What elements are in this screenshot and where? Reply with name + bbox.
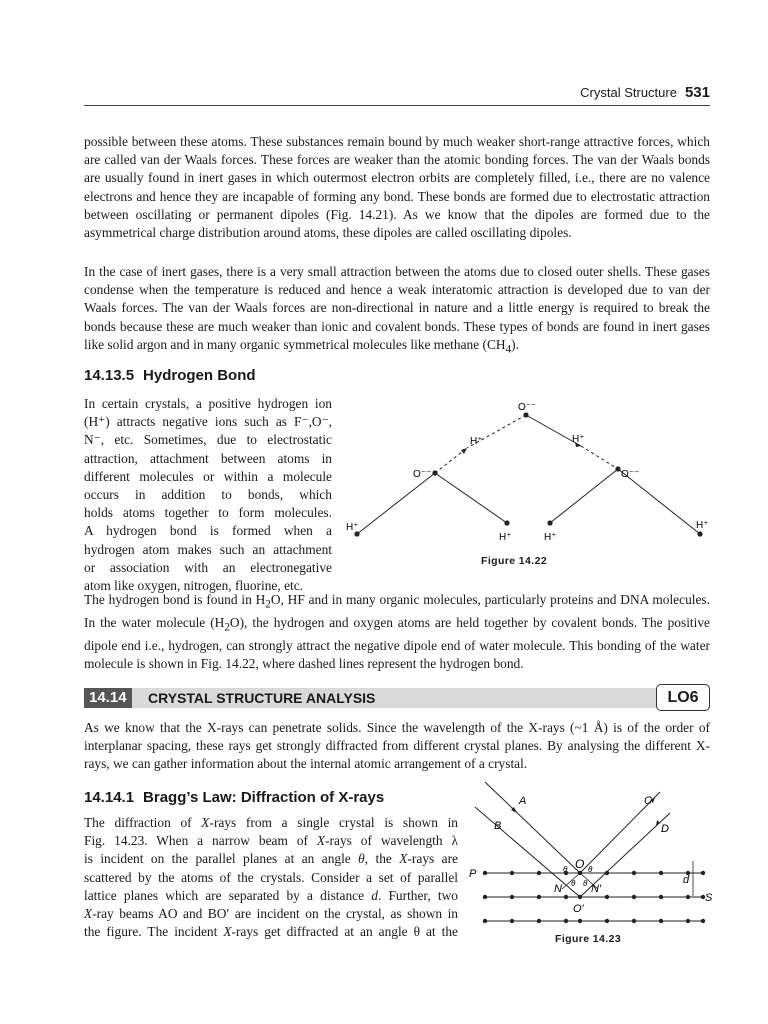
atom-h-2 — [504, 520, 509, 525]
atom-h-4 — [697, 531, 702, 536]
running-head — [580, 84, 710, 101]
label-o-left: O⁻⁻ — [413, 469, 432, 480]
label-h-1: H⁺ — [346, 522, 359, 533]
paragraph-xray-intro: As we know that the X-rays can penetrate solids. Since the wavelength of the X-rays (~1 Å) is of the order of interplanar spacing, these rays get strongly diffracted from different crystal planes. By analysing the different X-rays, we can gather information about the internal atomic arrangement of a crystal. — [84, 720, 710, 772]
label-O-prime: O′ — [573, 903, 584, 915]
figure-14-23-caption: Figure 14.23 — [555, 933, 622, 945]
label-h-dashed-right: H⁺ — [572, 434, 585, 445]
covalent-left-in — [435, 473, 507, 523]
label-S: S — [705, 892, 713, 904]
label-O: O — [575, 857, 585, 871]
atom-o-left — [432, 470, 437, 475]
label-h-dashed-left: H⁺ — [470, 436, 483, 447]
label-A: A — [519, 795, 527, 807]
learning-objective-badge: LO6 — [656, 684, 710, 711]
section-title: CRYSTAL STRUCTURE ANALYSIS — [148, 690, 376, 706]
label-C: C — [644, 795, 652, 807]
covalent-left-out — [357, 473, 435, 534]
label-theta-left: θ — [563, 865, 568, 874]
heading-hydrogen-bond: 14.13.5 Hydrogen Bond — [84, 367, 256, 384]
hydrogen-bond-text: In certain crystals, a positive hydrogen ion (H⁺) attracts negative ions such as F⁻,O⁻, N⁻, etc. Sometimes, due to electrostatic attraction, attachment between atoms in different molecules or within a molecule occurs in addition to bonds, which holds atoms together to form molecules. A hydrogen bond is formed when a hydrogen atom makes such an attachment or association with an electronegative atom like oxygen, nitrogen, fluorine, etc. — [84, 396, 332, 594]
page-number: 531 — [684, 84, 710, 101]
label-o-right: O⁻⁻ — [621, 469, 640, 480]
label-theta-inner-left: θ — [571, 879, 576, 888]
figure-14-22-diagram — [340, 395, 720, 555]
atom-o-right — [615, 466, 620, 471]
figure-14-23-diagram — [465, 780, 725, 932]
hydrogen-bond-dashed-right — [581, 446, 618, 469]
hydrogen-bond-dashed-left-2 — [435, 448, 467, 473]
section-bar-crystal-structure-analysis — [84, 688, 710, 708]
label-theta-right: θ — [588, 865, 593, 874]
atom-o-top — [523, 412, 528, 417]
paragraph-inert-gases: In the case of inert gases, there is a very small attraction between the atoms due to closed outer shells. These gases condense when the temperature is reduced and hence a weak interatomic attraction is developed due to van der Waals forces. The van der Waals forces are non-directional in nature and a little energy is required to break the bonds because these are much weaker than ionic and covalent bonds. These types of bonds are found in inert gases like solid argon and in many organic symmetrical molecules like methane $(CH_4)$. — [84, 264, 710, 356]
label-N: N — [554, 883, 562, 895]
running-title: Crystal Structure — [580, 85, 677, 100]
label-h-3: H⁺ — [544, 532, 557, 543]
paragraph-van-der-waals: possible between these atoms. These substances remain bound by much weaker short-range attractive forces, which are called van der Waals forces. These forces are weaker than the atomic bonding forces. The van der Waals bonds are usually found in inert gases in which outermost electron orbits are completely filled, i.e., there are no valence electrons and hence they are incapable of forming any bond. These bonds are formed due to electrostatic attraction between oscillating or permanent dipoles (Fig. 14.21). As we know that the dipoles are formed due to the asymmetrical charge distribution around atoms, these dipoles are called oscillating dipoles. — [84, 134, 710, 241]
label-o-top: O⁻⁻ — [518, 402, 537, 413]
covalent-right-in — [550, 469, 618, 523]
incident-ray-bo-prime — [475, 807, 580, 897]
label-h-4: H⁺ — [696, 520, 709, 531]
label-theta-inner-right: θ — [583, 879, 588, 888]
paragraph-hydrogen-bond-water: The hydrogen bond is found in $H_2O$, HF and in many organic molecules, particularly proteins and DNA molecules. In the water molecule $(H_2O)$, the hydrogen and oxygen atoms are held together by covalent bonds. The positive dipole end i.e., hydrogen, can strongly attract the negative dipole end of water molecule. This bonding of the water molecule is shown in Fig. 14.22, where dashed lines represent the hydrogen bond. — [84, 592, 710, 671]
label-d: d — [683, 874, 690, 886]
arrow-left — [461, 448, 467, 454]
label-h-2: H⁺ — [499, 532, 512, 543]
figure-14-22-caption: Figure 14.22 — [481, 555, 548, 567]
header-rule — [84, 105, 710, 106]
label-B: B — [494, 820, 502, 832]
atom-h-3 — [547, 520, 552, 525]
label-D: D — [661, 823, 669, 835]
section-number: 14.14 — [84, 688, 132, 708]
label-P: P — [469, 868, 477, 880]
arrow-d — [656, 820, 660, 826]
label-N-prime: N′ — [591, 883, 602, 895]
heading-braggs-law: 14.14.1 Bragg’s Law: Diffraction of X-rays — [84, 789, 385, 806]
braggs-law-text: The diffraction of X-rays from a single crystal is shown in Fig. 14.23. When a narrow beam of X-rays of wavelength λ is incident on the parallel planes at an angle θ, the X-rays are scattered by the atoms of the crystals. Consider a set of parallel lattice planes which are separated by a distance d. Further, two X-ray beams AO and BO′ are incident on the crystal, as shown in the figure. The incident X-rays get diffracted at an angle θ at the — [84, 815, 458, 940]
